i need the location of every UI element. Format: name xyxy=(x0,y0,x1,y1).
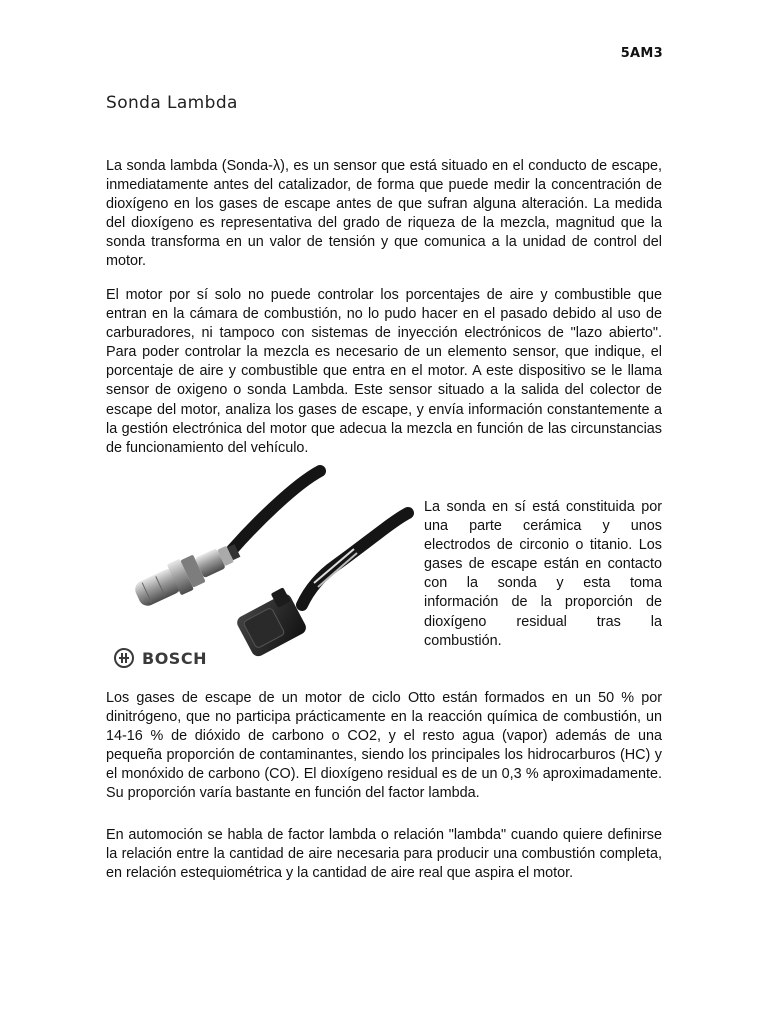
image-caption-text: La sonda en sí está constituida por una parte cerámica y unos electrodos de circonio o titanio. Los gases de escape están en contacto con la sonda y esta toma información de la proporción de dioxígeno residual tras la combustión. xyxy=(424,499,662,649)
brand-mark xyxy=(114,648,207,668)
bosch-armature-logo-icon xyxy=(114,648,134,668)
brand-name: BOSCH xyxy=(142,648,207,668)
sensor-cable-lower xyxy=(302,513,408,605)
paragraph-motor-control: El motor por sí solo no puede controlar los porcentajes de aire y combustible que entran en la cámara de combustión, no lo pudo hacer en el pasado debido al uso de carburadores, ni tampoco con sistemas de inyección electrónicos de "lazo abierto". Para poder controlar la mezcla es necesario de un elemento sensor, que indique, el porcentaje de aire y combustible que entra en el motor. A este dispositivo se le llama sensor de oxigeno o sonda Lambda. Este sensor situado a la salida del colector de escape del motor, analiza los gases de escape, y envía información constantemente a la gestión electrónica del motor que adecua la mezcla en función de las circunstancias de funcionamiento del vehículo. xyxy=(106,287,662,456)
lambda-sensor-image xyxy=(104,465,416,675)
sensor-connector xyxy=(232,586,308,658)
paragraph-intro: La sonda lambda (Sonda-λ), es un sensor que está situado en el conducto de escape, inmediatamente antes del catalizador, de forma que puede medir la concentración de dioxígeno en los gases de escape antes de que sufran alguna alteración. La medida del dioxígeno es representativa del grado de riqueza de la mezcla, magnitud que la sonda transforma en un valor de tensión y que comunica a la unidad de control del motor. xyxy=(106,158,662,270)
sensor-cable xyxy=(232,471,320,550)
page-title: Sonda Lambda xyxy=(106,93,238,113)
paragraph-exhaust-gases: Los gases de escape de un motor de ciclo Otto están formados en un 50 % por dinitrógeno, que no participa prácticamente en la reacción química de combustión, un 14-16 % de dióxido de carbono o CO2, y el resto agua (vapor) además de una pequeña proporción de contaminantes, siendo los principales los hidrocarburos (HC) y el monóxido de carbono (CO). El dioxígeno residual es de un 0,3 % aproximadamente. Su proporción varía bastante en función del factor lambda. xyxy=(106,690,662,802)
paragraph-lambda-factor: En automoción se habla de factor lambda o relación "lambda" cuando quiere definirse la relación entre la cantidad de aire necesaria para producir una combustión completa, en relación estequiométrica y la cantidad de aire real que aspira el motor. xyxy=(106,827,662,882)
header-code: 5AM3 xyxy=(620,46,663,61)
